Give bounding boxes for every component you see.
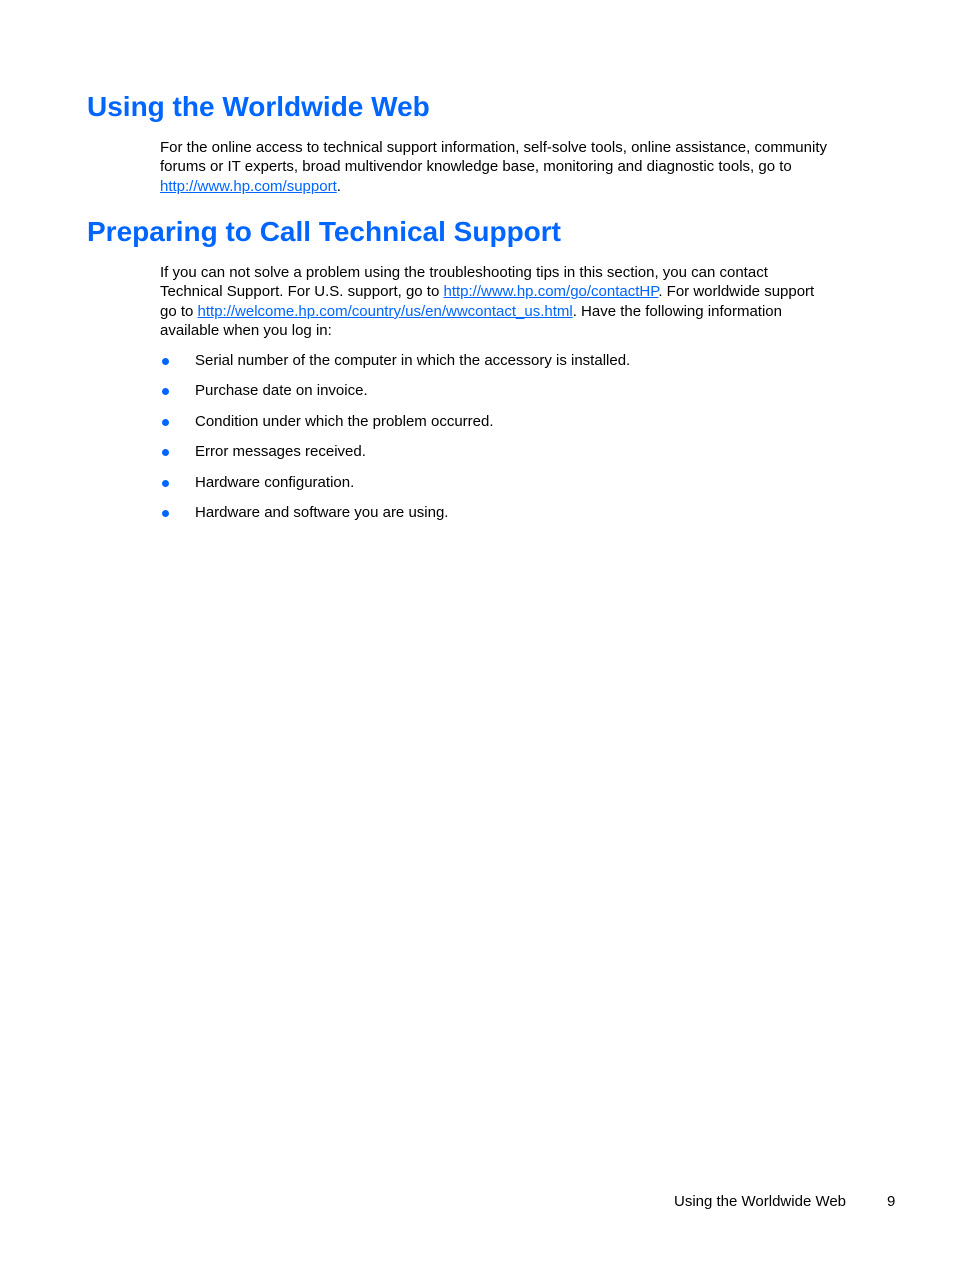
- paragraph-line: [160, 282, 880, 301]
- paragraph-line: [160, 177, 880, 196]
- list-item-text: Hardware and software you are using.: [195, 503, 449, 521]
- paragraph-online-access: [160, 138, 880, 196]
- bullet-dot-icon: [162, 449, 169, 456]
- link-suffix: .: [336, 177, 341, 195]
- support-link[interactable]: http://www.hp.com/support: [160, 177, 337, 195]
- list-item: [160, 473, 860, 503]
- contact-hp-link[interactable]: http://www.hp.com/go/contactHP: [443, 283, 659, 301]
- list-item: [160, 351, 860, 381]
- line-prefix: go to: [160, 302, 198, 320]
- list-item-text: Condition under which the problem occurred.: [195, 412, 494, 430]
- paragraph-line: For the online access to technical support information, self-solve tools, online assistance, community: [160, 139, 827, 156]
- line-suffix: . For worldwide support: [658, 283, 815, 301]
- paragraph-technical-support: [160, 263, 880, 340]
- list-item-text: Hardware configuration.: [195, 473, 355, 491]
- bullet-dot-icon: [162, 388, 169, 395]
- line-prefix: Technical Support. For U.S. support, go to: [160, 283, 444, 301]
- list-item: [160, 442, 860, 472]
- list-item: [160, 381, 860, 411]
- paragraph-line: available when you log in:: [160, 321, 332, 339]
- worldwide-contact-link[interactable]: http://welcome.hp.com/country/us/en/wwcontact_us.html: [197, 302, 573, 320]
- info-bullet-list: [160, 351, 860, 533]
- list-item: [160, 412, 860, 442]
- paragraph-line: If you can not solve a problem using the troubleshooting tips in this section, you can contact: [160, 264, 768, 281]
- list-item-text: Serial number of the computer in which the accessory is installed.: [195, 352, 631, 369]
- list-item-text: Purchase date on invoice.: [195, 382, 368, 400]
- paragraph-line: forums or IT experts, broad multivendor knowledge base, monitoring and diagnostic tools, go to: [160, 158, 792, 176]
- bullet-dot-icon: [162, 358, 169, 365]
- heading-preparing-to-call: Preparing to Call Technical Support: [87, 216, 561, 247]
- paragraph-line: [160, 302, 880, 321]
- list-item-text: Error messages received.: [195, 443, 366, 461]
- line-suffix: . Have the following information: [572, 302, 782, 320]
- bullet-dot-icon: [162, 510, 169, 517]
- bullet-dot-icon: [162, 419, 169, 426]
- heading-using-worldwide-web: Using the Worldwide Web: [87, 91, 430, 122]
- footer-page-number: 9: [887, 1193, 896, 1210]
- list-item: [160, 503, 860, 533]
- footer-section-title: Using the Worldwide Web: [674, 1193, 847, 1210]
- bullet-dot-icon: [162, 480, 169, 487]
